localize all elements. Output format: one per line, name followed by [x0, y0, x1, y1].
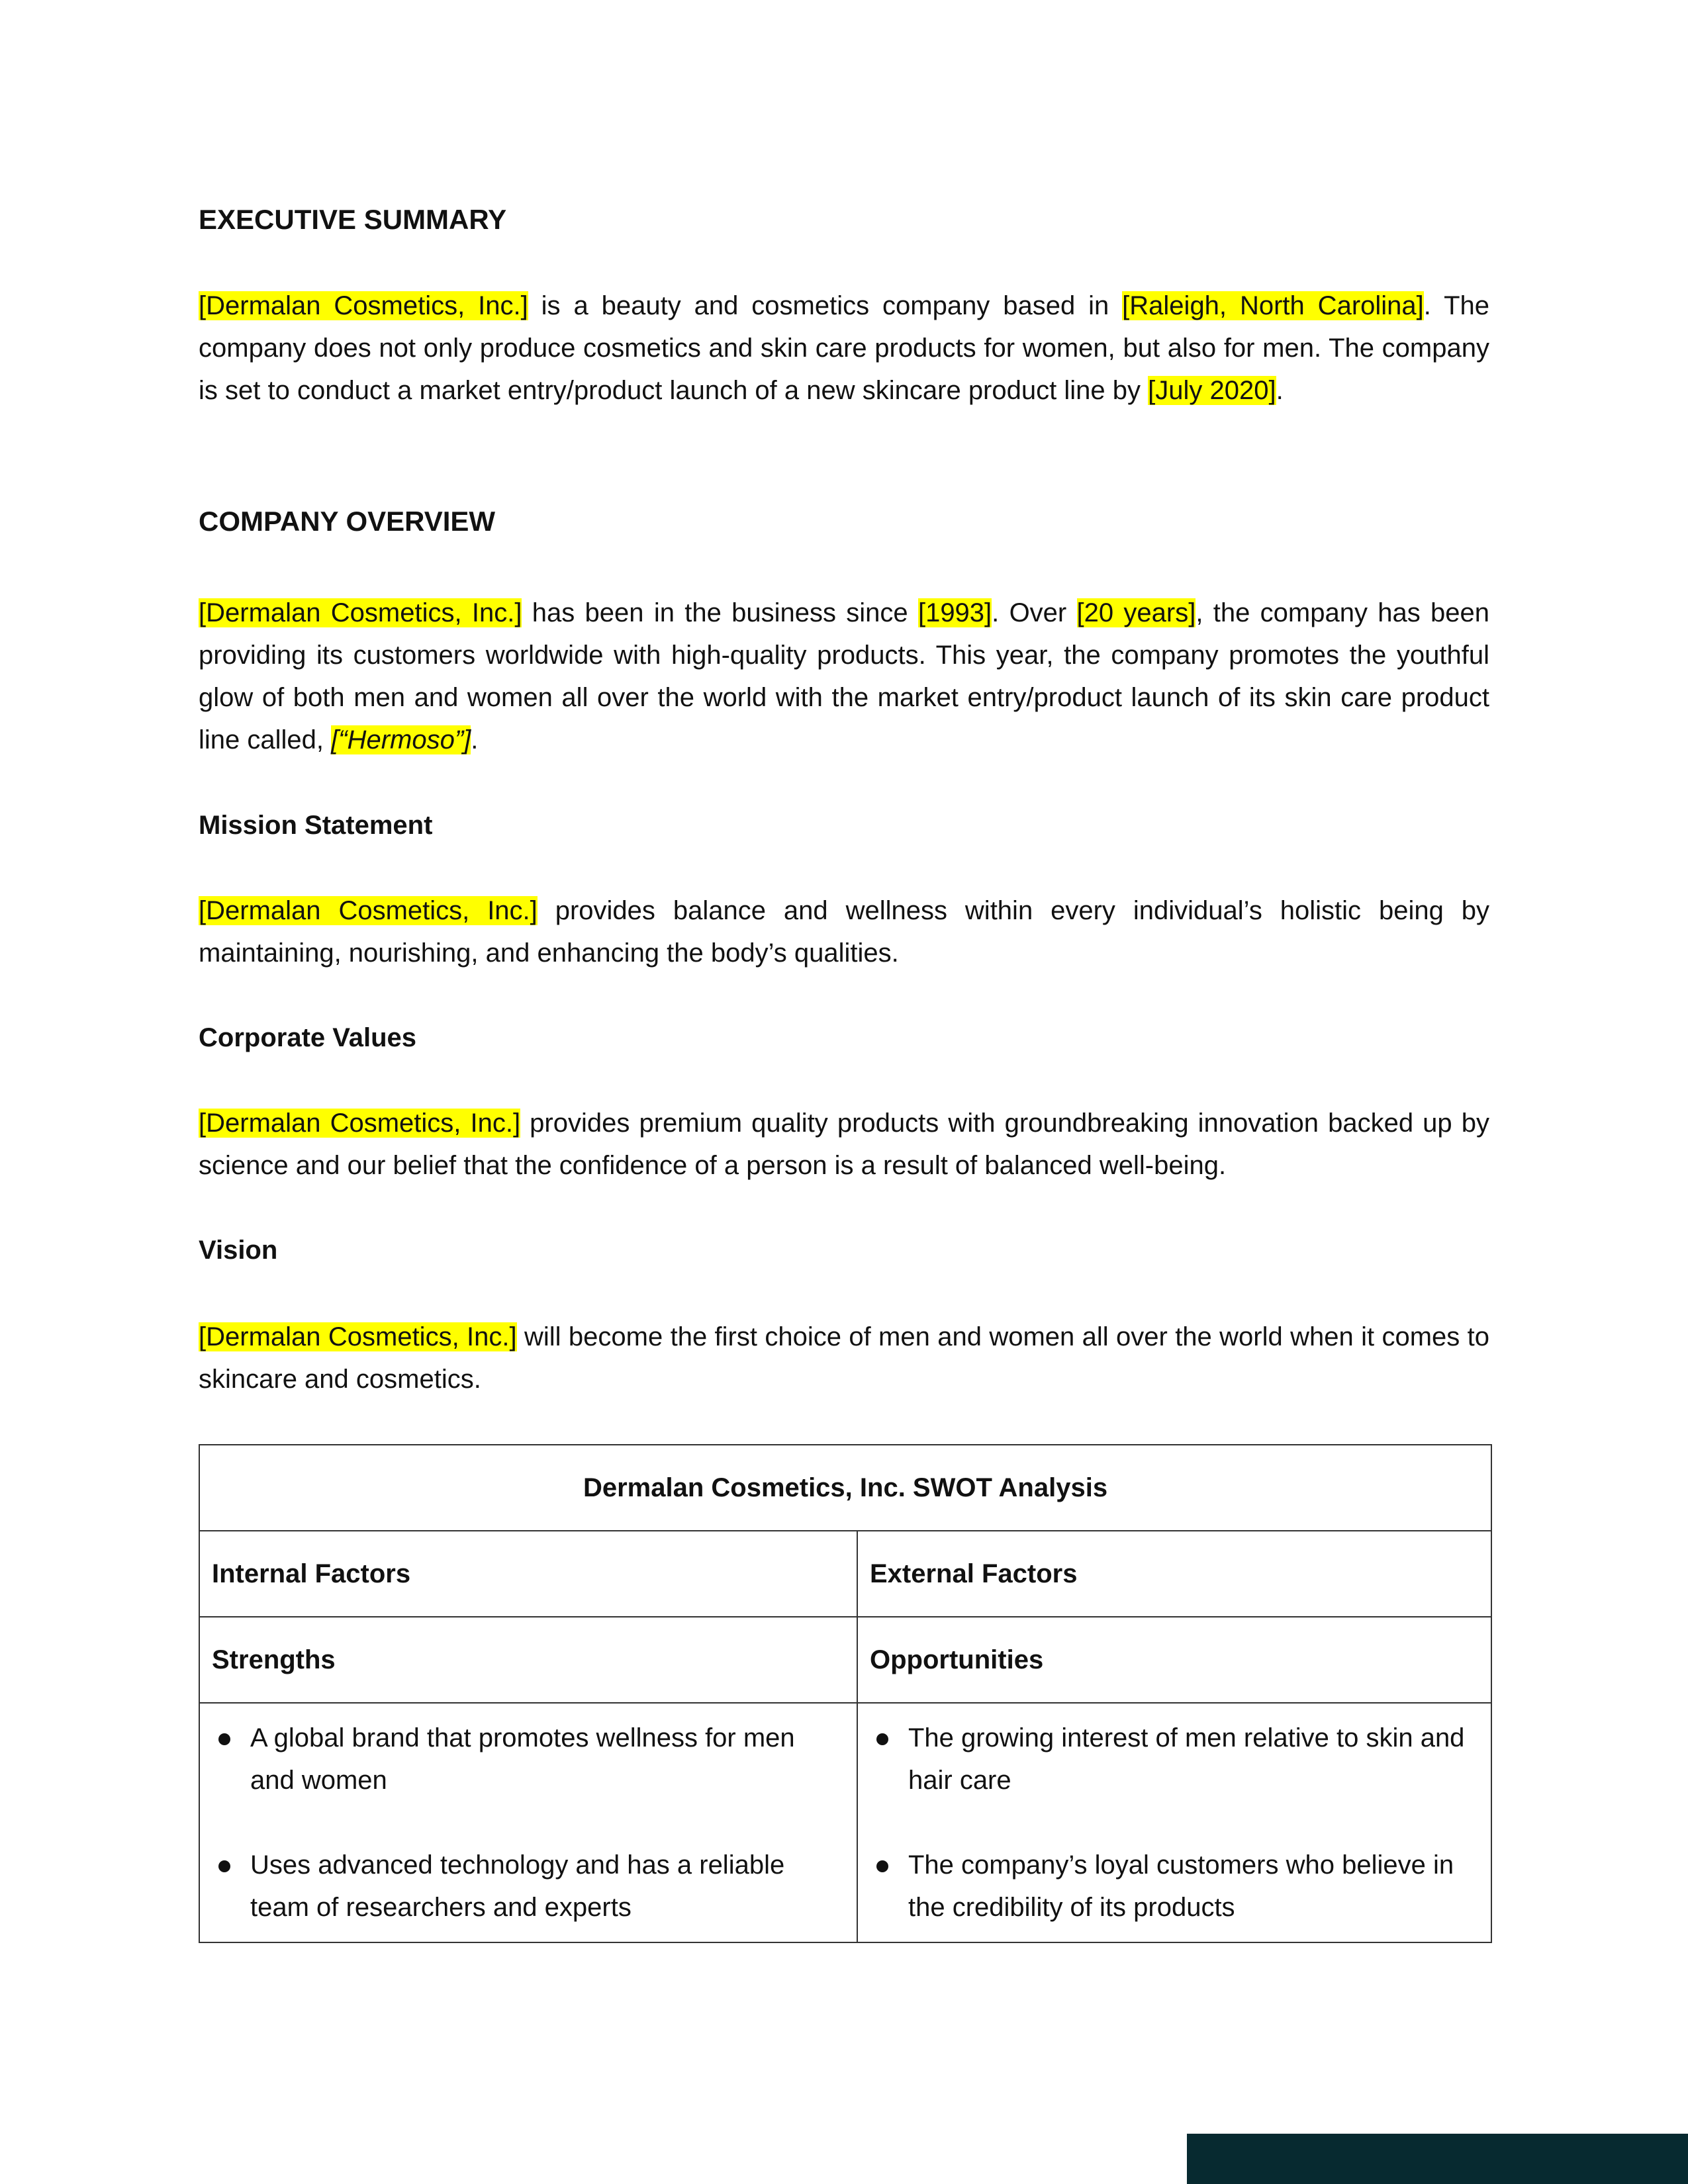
swot-factors-row	[199, 1531, 1491, 1617]
opportunities-list	[870, 1717, 1479, 1929]
mission-statement-paragraph	[199, 889, 1489, 974]
company-name-placeholder: [Dermalan Cosmetics, Inc.]	[199, 598, 522, 627]
internal-factors-header: Internal Factors	[199, 1531, 857, 1617]
opportunity-text: The company’s loyal customers who believe in the credibility of its products	[908, 1850, 1454, 1922]
product-line-placeholder: [“Hermoso”]	[331, 725, 471, 754]
year-founded-placeholder: [1993]	[917, 598, 992, 627]
swot-items-row	[199, 1703, 1491, 1942]
bullet-icon	[876, 1733, 888, 1745]
executive-summary-text-3: .	[1276, 376, 1284, 405]
strengths-list	[212, 1717, 845, 1929]
strength-text: Uses advanced technology and has a reliable team of researchers and experts	[250, 1850, 785, 1922]
executive-summary-text-2: . The company does not only produce cosmetics and skin care products for women, but also for men. The company is set to conduct a market entry/product launch of a new skincare product line by	[199, 291, 1489, 405]
swot-table	[199, 1444, 1492, 1943]
corporate-values-heading: Corporate Values	[199, 1023, 417, 1052]
location-placeholder: [Raleigh, North Carolina]	[1122, 291, 1424, 320]
list-item	[870, 1844, 1479, 1929]
list-item	[870, 1717, 1479, 1801]
opportunities-header: Opportunities	[857, 1617, 1491, 1703]
list-item	[212, 1844, 845, 1929]
vision-text: will become the first choice of men and women all over the world when it comes to skincare and cosmetics.	[199, 1322, 1489, 1394]
strengths-cell	[199, 1703, 857, 1942]
vision-paragraph	[199, 1316, 1489, 1400]
strength-text: A global brand that promotes wellness for men and women	[250, 1723, 795, 1795]
executive-summary-paragraph	[199, 285, 1489, 412]
corporate-values-text: provides premium quality products with groundbreaking innovation backed up by science and our belief that the confidence of a person is a result of balanced well-being.	[199, 1109, 1489, 1180]
vision-heading: Vision	[199, 1236, 278, 1265]
company-overview-text-4: .	[471, 725, 479, 754]
launch-date-placeholder: [July 2020]	[1148, 376, 1276, 405]
company-name-placeholder: [Dermalan Cosmetics, Inc.]	[199, 291, 528, 320]
opportunity-text: The growing interest of men relative to skin and hair care	[908, 1723, 1465, 1795]
opportunities-cell	[857, 1703, 1491, 1942]
swot-categories-row	[199, 1617, 1491, 1703]
strengths-header: Strengths	[199, 1617, 857, 1703]
bullet-icon	[218, 1860, 230, 1872]
swot-title: Dermalan Cosmetics, Inc. SWOT Analysis	[199, 1445, 1491, 1531]
executive-summary-heading: EXECUTIVE SUMMARY	[199, 204, 507, 235]
company-name-placeholder: [Dermalan Cosmetics, Inc.]	[199, 1322, 517, 1351]
company-name-placeholder: [Dermalan Cosmetics, Inc.]	[199, 896, 538, 925]
years-in-business-placeholder: [20 years]	[1076, 598, 1196, 627]
swot-title-row	[199, 1445, 1491, 1531]
company-overview-text-1: has been in the business since	[522, 598, 918, 627]
company-overview-text-2: . Over	[992, 598, 1077, 627]
list-item	[212, 1717, 845, 1801]
mission-statement-text: provides balance and wellness within every individual’s holistic being by maintaining, nourishing, and enhancing the body’s qualities.	[199, 896, 1490, 968]
company-overview-heading: COMPANY OVERVIEW	[199, 506, 496, 537]
executive-summary-text-1: is a beauty and cosmetics company based in	[528, 291, 1123, 320]
external-factors-header: External Factors	[857, 1531, 1491, 1617]
company-overview-text-3: , the company has been providing its customers worldwide with high-quality products. This year, the company promotes the youthful glow of both men and women all over the world with the market entry/product launch of its skin care product line called,	[199, 598, 1490, 754]
bullet-icon	[218, 1733, 230, 1745]
footer-accent-bar	[1187, 2134, 1688, 2184]
bullet-icon	[876, 1860, 888, 1872]
corporate-values-paragraph	[199, 1102, 1489, 1187]
company-name-placeholder: [Dermalan Cosmetics, Inc.]	[199, 1109, 521, 1138]
mission-statement-heading: Mission Statement	[199, 811, 433, 840]
company-overview-paragraph	[199, 592, 1489, 761]
